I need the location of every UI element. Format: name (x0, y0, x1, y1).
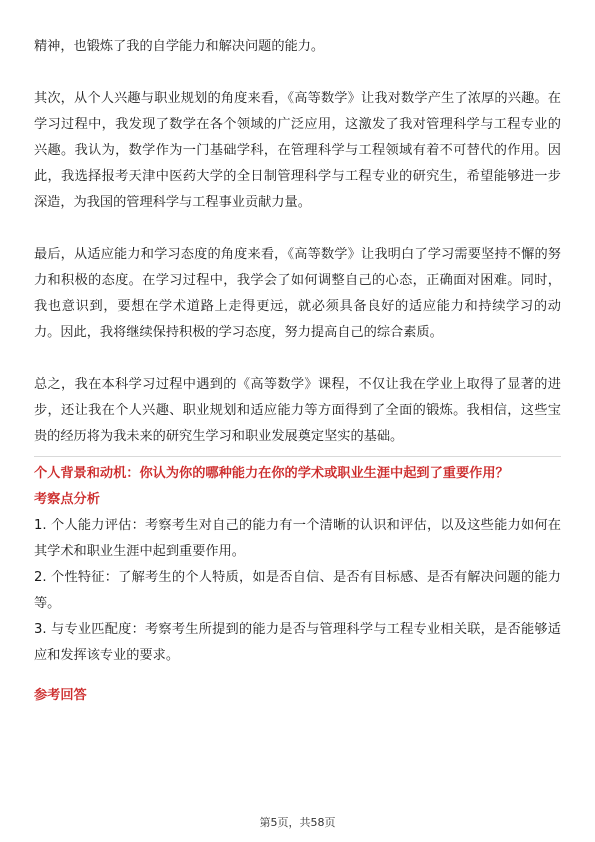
paragraph-continuation: 精神，也锻炼了我的自学能力和解决问题的能力。 (34, 39, 325, 54)
paragraph-interest: 其次，从个人兴趣与职业规划的角度来看，《高等数学》让我对数学产生了浓厚的兴趣。在学习过程中，我发现了数学在各个领域的广泛应用，这激发了我对管理科学与工程专业的兴趣。我认为，数学作为一门基础学科，在管理科学与工程领域有着不可替代的作用。因此，我选择报考天津中医药大学的全日制管理科学与工程专业的研究生，希望能够进一步深造，为我国的管理科学与工程事业贡献力量。 (34, 91, 561, 210)
question-title: 个人背景和动机：你认为你的哪种能力在你的学术或职业生涯中起到了重要作用？ (34, 466, 509, 481)
analysis-item: 1. 个人能力评估：考察考生对自己的能力有一个清晰的认识和评估，以及这些能力如何在其学术和职业生涯中起到重要作用。 (34, 518, 561, 559)
section-divider (34, 456, 561, 457)
reference-heading: 参考回答 (34, 688, 87, 703)
analysis-item: 3. 与专业匹配度：考察考生所提到的能力是否与管理科学与工程专业相关联，是否能够适应和发挥该专业的要求。 (34, 622, 561, 663)
analysis-heading: 考察点分析 (34, 492, 100, 507)
analysis-item: 2. 个性特征：了解考生的个人特质，如是否自信、是否有目标感、是否有解决问题的能力等。 (34, 570, 561, 611)
paragraph-conclusion: 总之，我在本科学习过程中遇到的《高等数学》课程，不仅让我在学业上取得了显著的进步，还让我在个人兴趣、职业规划和适应能力等方面得到了全面的锻炼。我相信，这些宝贵的经历将为我未来的研究生学习和职业发展奠定坚实的基础。 (34, 377, 561, 444)
page-number: 第5页，共58页 (259, 816, 336, 829)
page-content (34, 34, 561, 709)
paragraph-adaptability: 最后，从适应能力和学习态度的角度来看，《高等数学》让我明白了学习需要坚持不懈的努力和积极的态度。在学习过程中，我学会了如何调整自己的心态，正确面对困难。同时，我也意识到，要想在学术道路上走得更远，就必须具备良好的适应能力和持续学习的动力。因此，我将继续保持积极的学习态度，努力提高自己的综合素质。 (34, 247, 561, 340)
